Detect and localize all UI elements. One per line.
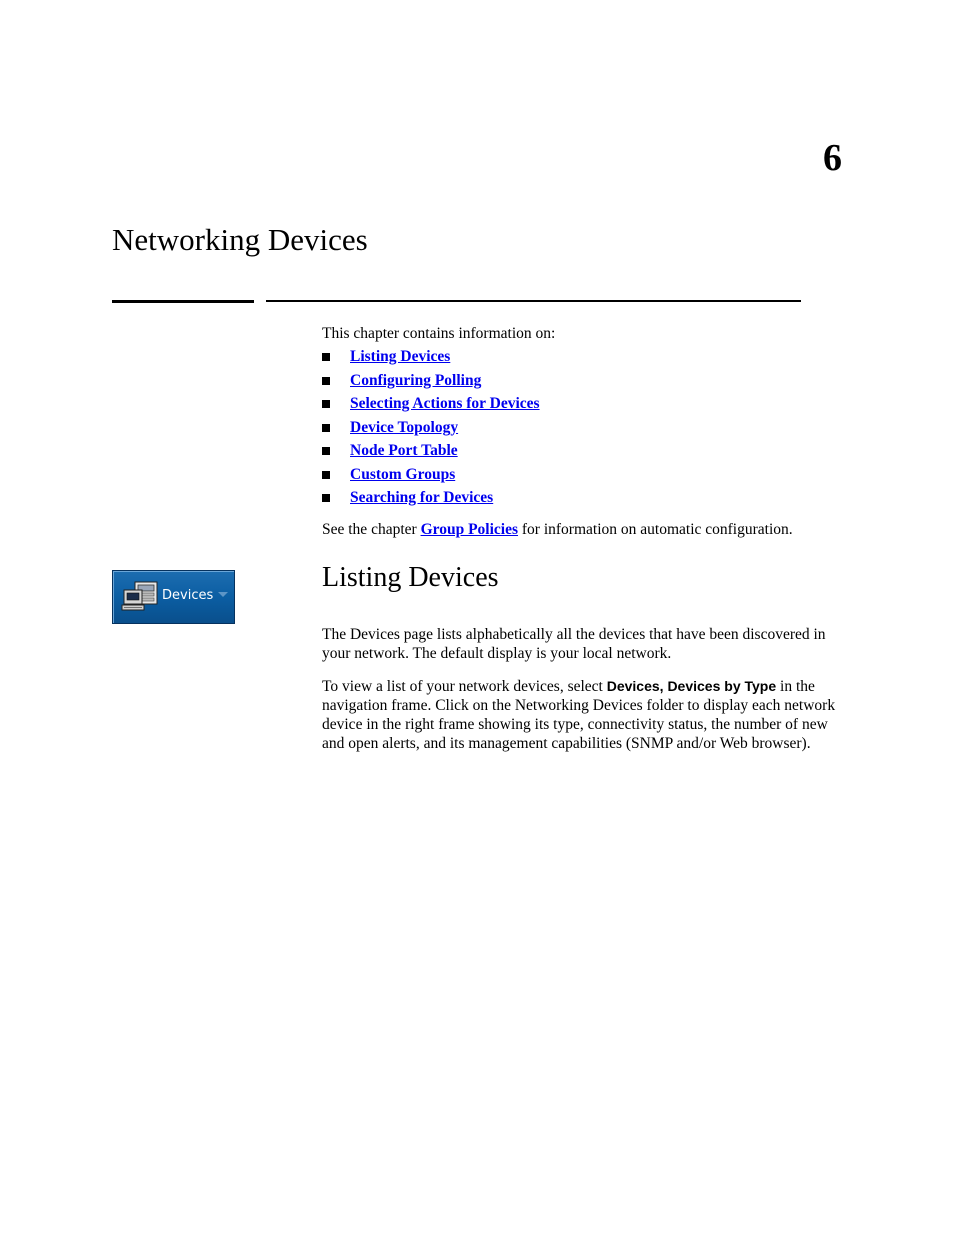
devices-button[interactable] bbox=[112, 570, 235, 624]
section-paragraph bbox=[322, 625, 847, 663]
bullet-icon bbox=[322, 377, 330, 385]
intro-lead: This chapter contains information on: bbox=[322, 325, 556, 342]
para-listing-intro: The Devices page lists alphabetically all the devices that have been discovered in your network. The default display is your local network. bbox=[322, 626, 826, 662]
topic-link-searching-devices[interactable]: Searching for Devices bbox=[350, 489, 494, 506]
topic-link-selecting-actions[interactable]: Selecting Actions for Devices bbox=[350, 395, 540, 412]
para2-text-after: in the navigation frame. Click on the Networking Devices folder to display each network device in the right frame showing its type, connectivity status, the number of new and open alerts, and its management capabilities (SNMP and/or Web browser). bbox=[322, 678, 836, 752]
title-rule-short bbox=[112, 300, 254, 303]
para2-text-before: To view a list of your network devices, select bbox=[322, 678, 607, 695]
chapter-intro bbox=[322, 324, 847, 512]
section-title: Listing Devices bbox=[322, 562, 499, 593]
chapter-title: Networking Devices bbox=[112, 222, 368, 257]
see-also-text-before: See the chapter bbox=[322, 521, 421, 538]
para-view-instructions bbox=[322, 677, 847, 753]
topic-item bbox=[322, 371, 847, 395]
bullet-icon bbox=[322, 494, 330, 502]
ui-menu-path: Devices, Devices by Type bbox=[606, 678, 777, 694]
chapter-number: 6 bbox=[823, 137, 842, 179]
group-policies-link[interactable]: Group Policies bbox=[420, 521, 519, 538]
bullet-icon bbox=[322, 447, 330, 455]
topic-item bbox=[322, 488, 847, 512]
topic-link-device-topology[interactable]: Device Topology bbox=[350, 418, 459, 436]
section-paragraph bbox=[322, 677, 847, 753]
bullet-icon bbox=[322, 471, 330, 479]
see-also-text-after: for information on automatic configuration. bbox=[518, 521, 793, 538]
see-also-note bbox=[322, 520, 847, 539]
topic-item bbox=[322, 441, 847, 465]
topic-link-custom-groups[interactable]: Custom Groups bbox=[350, 465, 456, 483]
topic-item bbox=[322, 347, 847, 371]
topic-item bbox=[322, 418, 847, 442]
chevron-down-icon bbox=[218, 592, 228, 597]
bullet-icon bbox=[322, 400, 330, 408]
bullet-icon bbox=[322, 424, 330, 432]
topic-item bbox=[322, 394, 847, 418]
computer-devices-icon bbox=[121, 581, 161, 611]
topic-item bbox=[322, 465, 847, 489]
devices-button-label: Devices bbox=[162, 588, 214, 603]
topic-link-node-port-table[interactable]: Node Port Table bbox=[350, 442, 458, 459]
title-rule-long bbox=[266, 300, 801, 302]
bullet-icon bbox=[322, 353, 330, 361]
topic-link-configuring-polling[interactable]: Configuring Polling bbox=[350, 371, 482, 389]
topic-list bbox=[322, 347, 847, 512]
topic-link-listing-devices[interactable]: Listing Devices bbox=[350, 348, 451, 365]
